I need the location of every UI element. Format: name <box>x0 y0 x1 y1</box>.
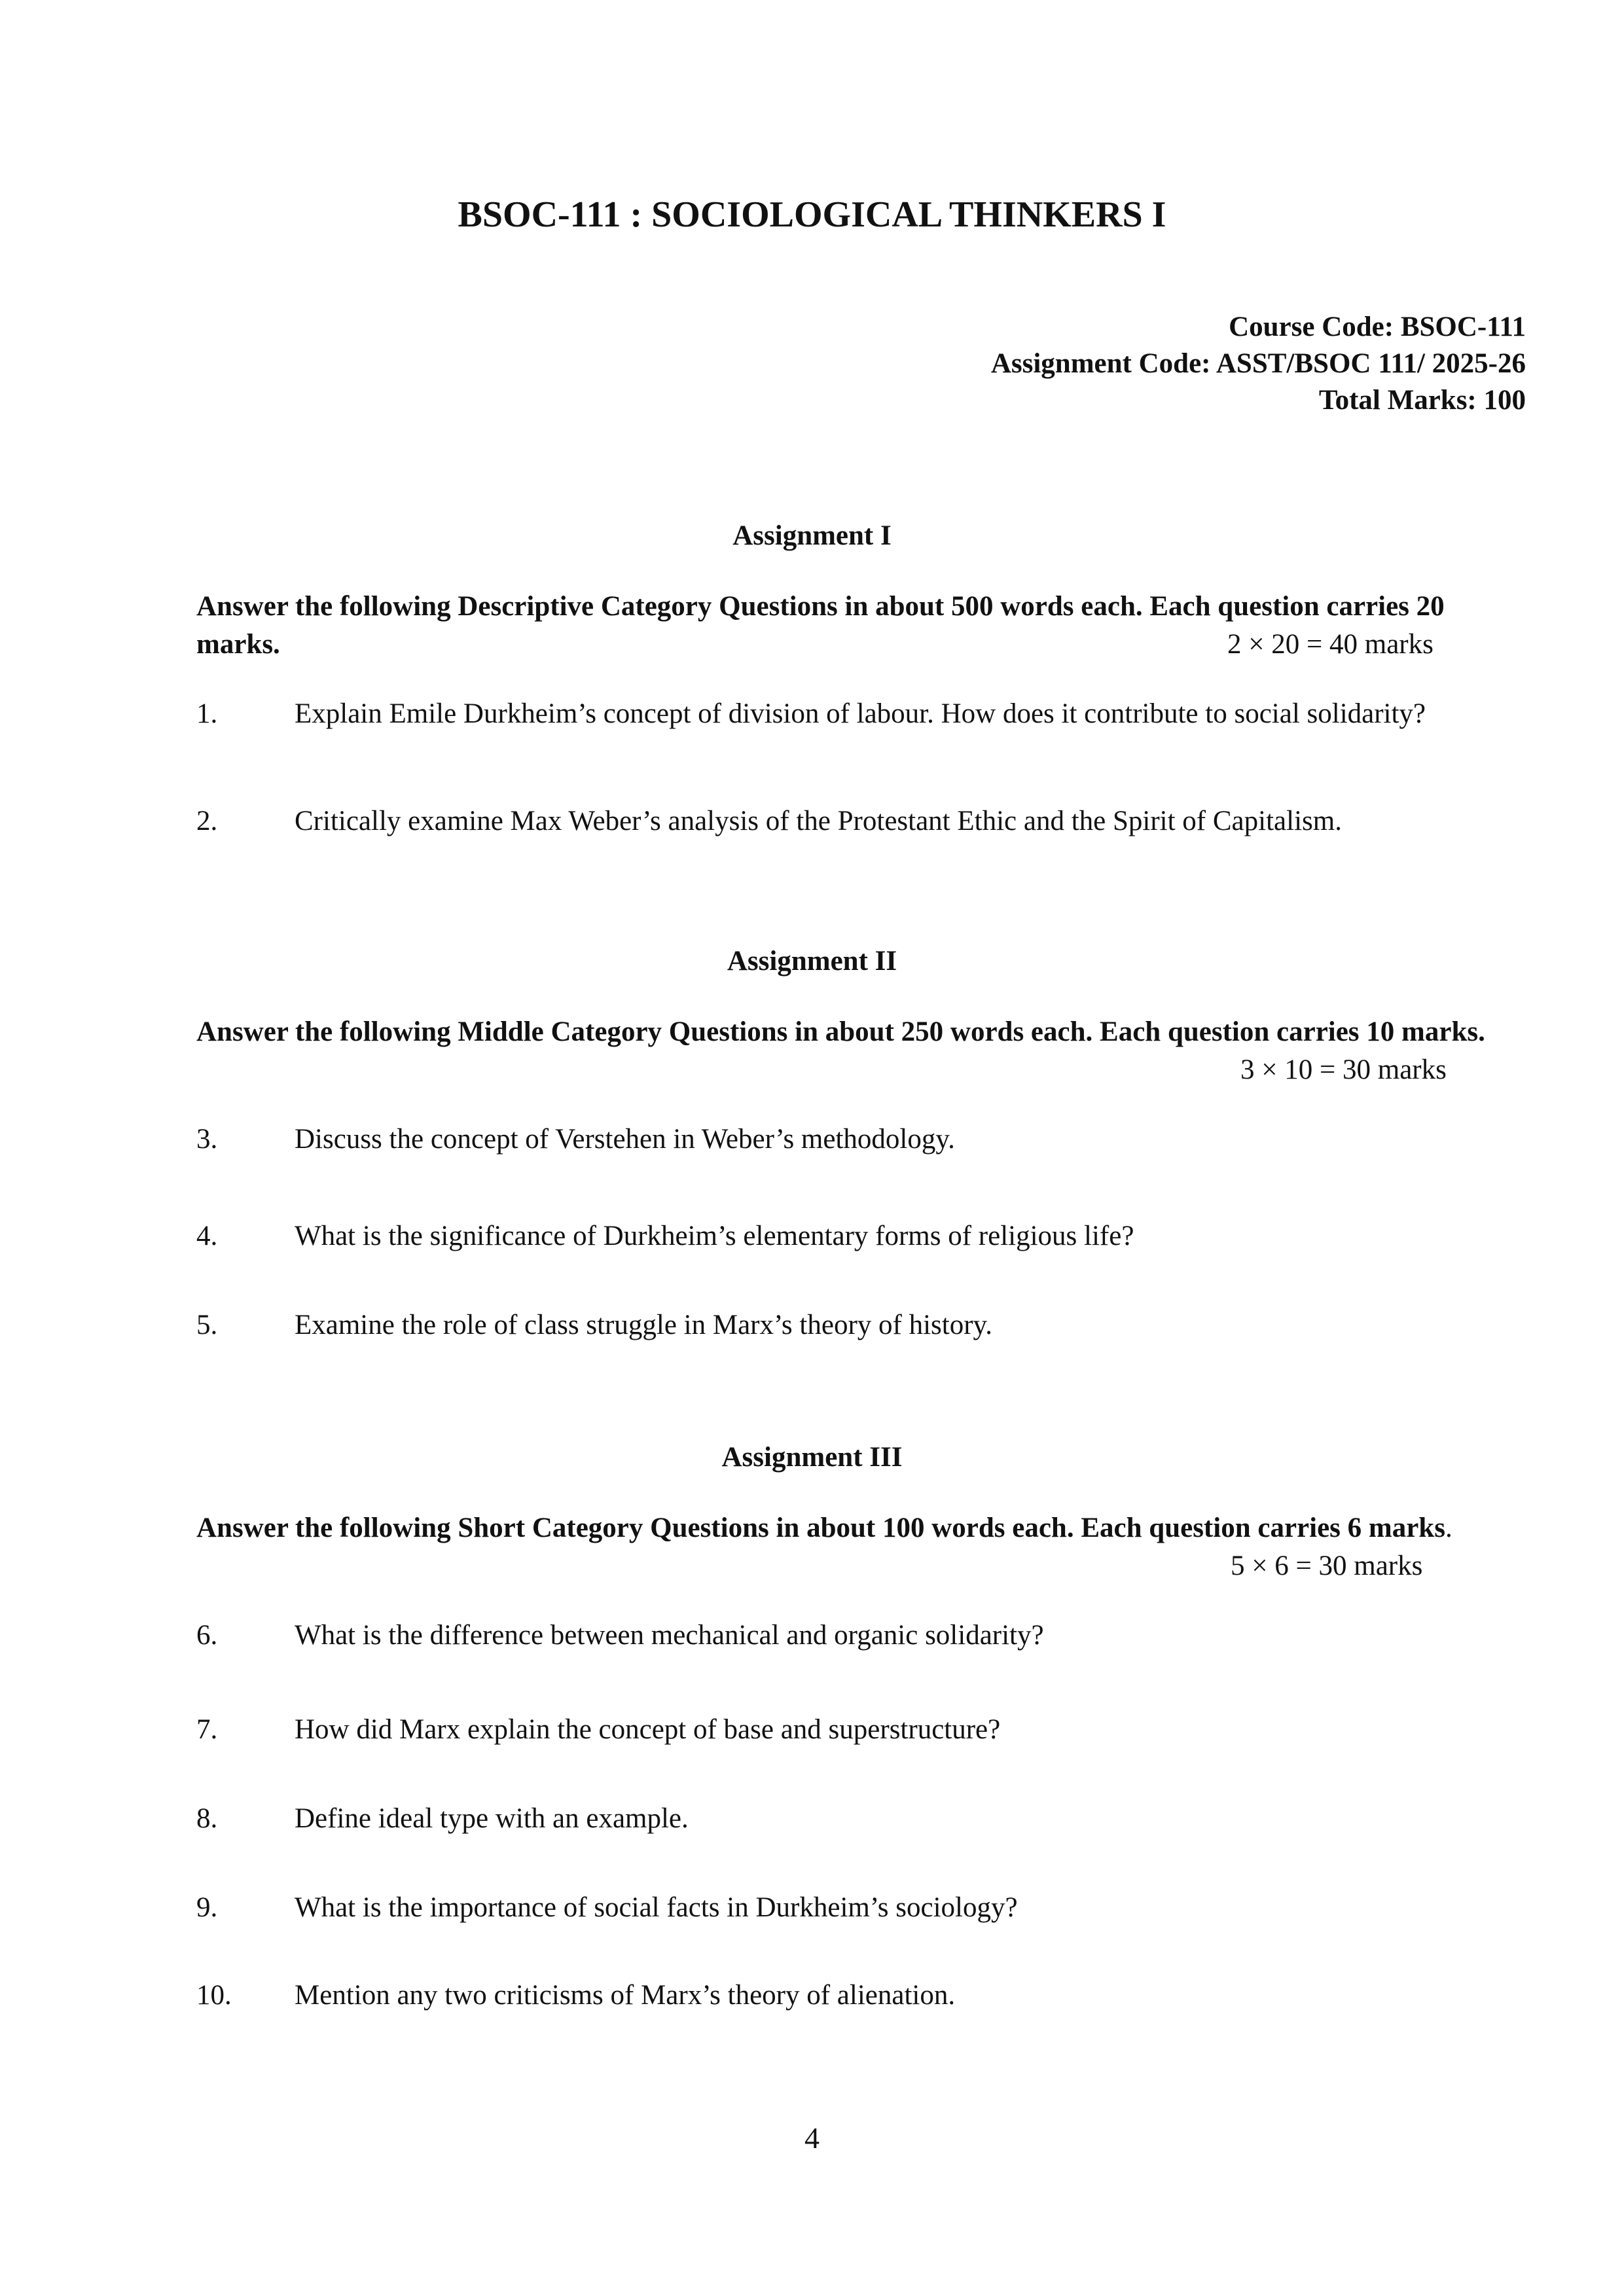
course-code: Course Code: BSOC-111 <box>1229 312 1526 342</box>
instruction-end: . <box>1445 1513 1453 1543</box>
total-marks: Total Marks: 100 <box>1318 385 1526 416</box>
question-number: 7. <box>196 1714 218 1745</box>
question-text: Define ideal type with an example. <box>295 1803 689 1834</box>
section-heading-assignment-2: Assignment II <box>727 946 897 977</box>
section-marks: 3 × 10 = 30 marks <box>1240 1054 1447 1085</box>
section-instruction-assignment-2 <box>196 1013 1492 1085</box>
question-number: 9. <box>196 1892 218 1923</box>
section-instruction-assignment-1 <box>196 588 1492 664</box>
question-number: 6. <box>196 1620 218 1651</box>
question-text: What is the difference between mechanical and organic solidarity? <box>295 1620 1044 1651</box>
question-text: Discuss the concept of Verstehen in Weber’s methodology. <box>295 1124 955 1155</box>
question-number: 1. <box>196 698 218 729</box>
question-number: 3. <box>196 1124 218 1155</box>
question-text: Explain Emile Durkheim’s concept of division of labour. How does it contribute to social solidarity? <box>295 698 1426 729</box>
question-number: 5. <box>196 1310 218 1340</box>
question-number: 4. <box>196 1221 218 1251</box>
assignment-code: Assignment Code: ASST/BSOC 111/ 2025-26 <box>990 348 1526 379</box>
page-number: 4 <box>804 2121 820 2155</box>
instruction-text: Answer the following Descriptive Category Questions in about 500 words each. Each question carries 20 marks. <box>196 591 1445 660</box>
section-marks: 2 × 20 = 40 marks <box>1227 629 1434 660</box>
instruction-text: Answer the following Middle Category Questions in about 250 words each. Each question carries 10 marks. <box>196 1016 1485 1047</box>
question-text: Examine the role of class struggle in Marx’s theory of history. <box>295 1310 992 1340</box>
assignment-meta <box>991 309 1526 419</box>
section-heading-assignment-3: Assignment III <box>721 1442 903 1473</box>
section-heading-assignment-1: Assignment I <box>732 520 892 551</box>
instruction-text: Answer the following Short Category Questions in about 100 words each. Each question carries 6 marks <box>196 1513 1445 1543</box>
question-number: 2. <box>196 806 218 836</box>
question-text: Critically examine Max Weber’s analysis of the Protestant Ethic and the Spirit of Capitalism. <box>295 806 1342 836</box>
section-marks: 5 × 6 = 30 marks <box>1231 1551 1423 1581</box>
question-number: 8. <box>196 1803 218 1834</box>
question-text: What is the significance of Durkheim’s elementary forms of religious life? <box>295 1221 1134 1251</box>
question-text: Mention any two criticisms of Marx’s theory of alienation. <box>295 1980 956 2011</box>
question-number: 10. <box>196 1980 232 2011</box>
page-title: BSOC-111 : SOCIOLOGICAL THINKERS I <box>458 194 1166 235</box>
section-instruction-assignment-3 <box>196 1509 1492 1581</box>
question-text: What is the importance of social facts in Durkheim’s sociology? <box>295 1892 1018 1923</box>
question-text: How did Marx explain the concept of base and superstructure? <box>295 1714 1001 1745</box>
